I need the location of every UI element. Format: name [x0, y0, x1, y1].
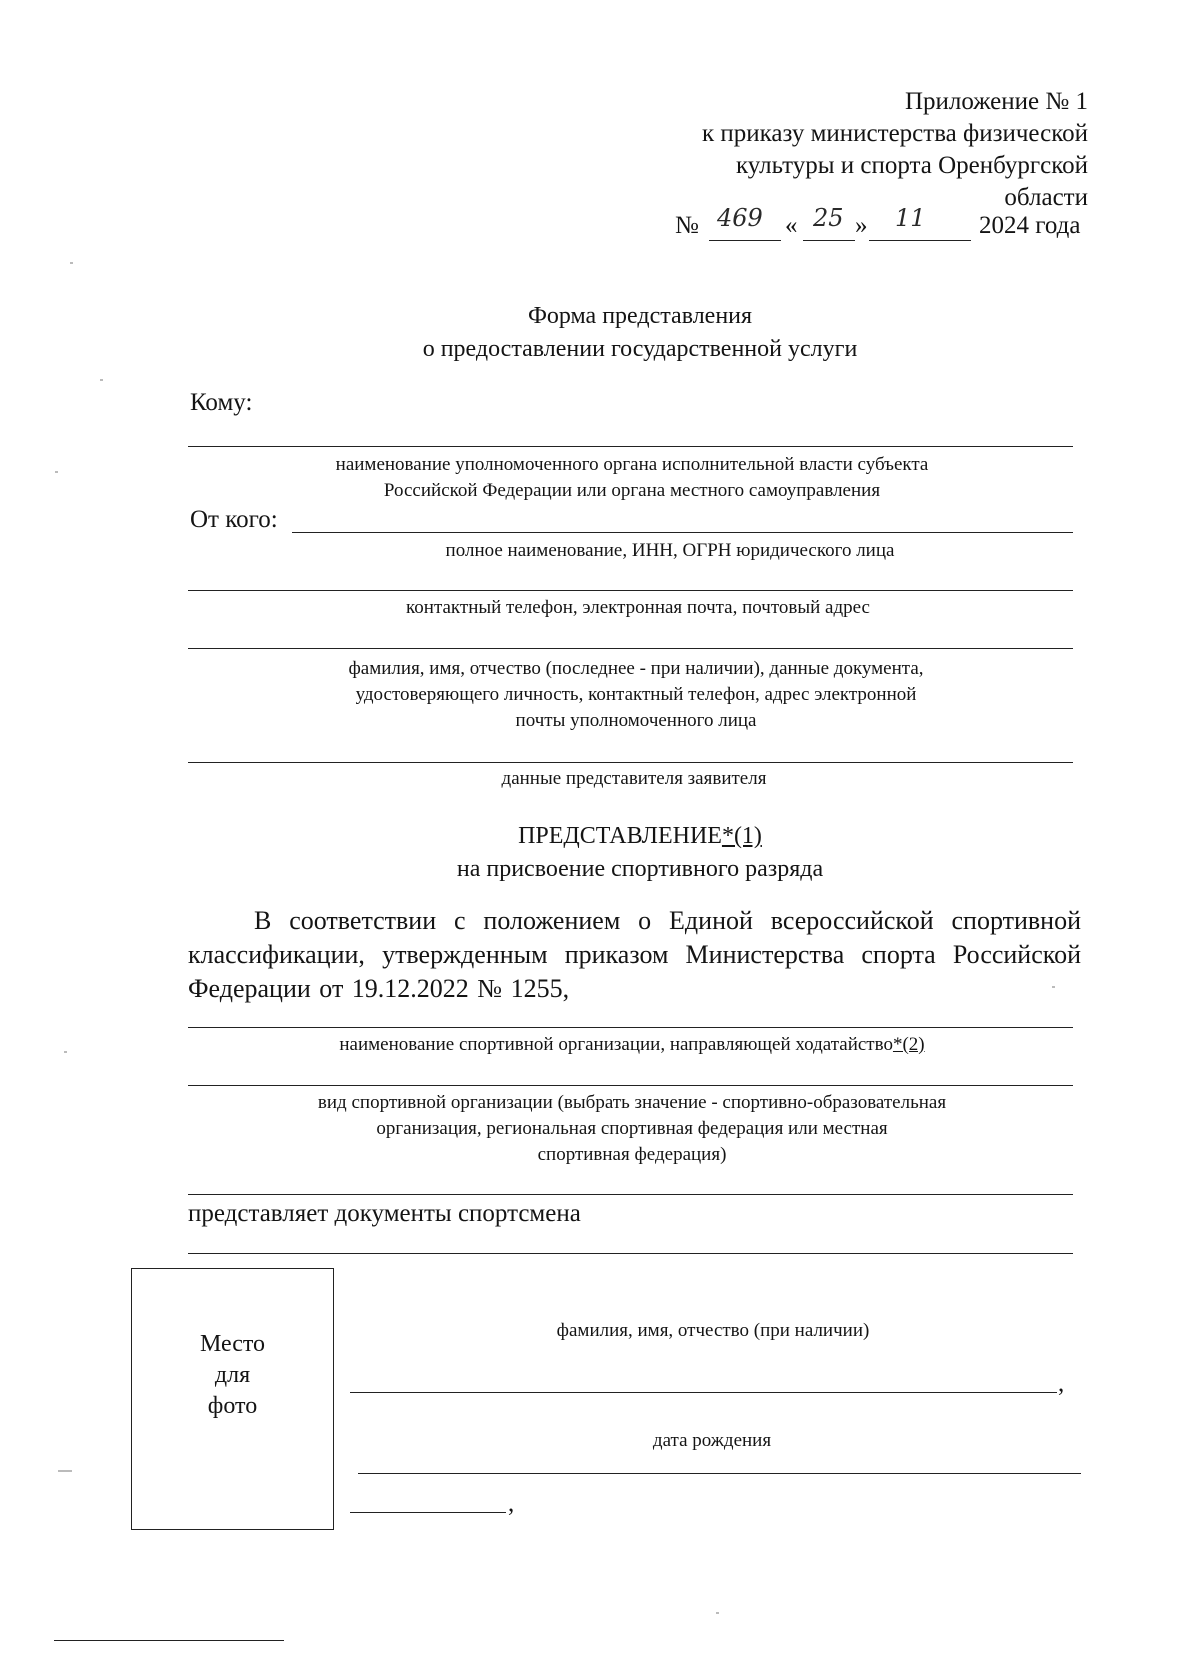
caption-org-type	[318, 1090, 946, 1168]
form-title	[300, 300, 980, 366]
header-order-line: к приказу министерства физической	[701, 120, 1088, 147]
header-region-line: области	[1004, 184, 1088, 211]
athlete-line	[188, 1253, 1073, 1254]
form-title-line2: о предоставлении государственной услуги	[422, 336, 858, 362]
photo-place-label	[132, 1329, 333, 1422]
caption-representative: данные представителя заявителя	[501, 768, 767, 789]
contacts-line	[188, 590, 1073, 591]
caption-org-type-line2: организация, региональная спортивная федерация или местная	[376, 1118, 888, 1139]
year-text: 2024 года	[979, 212, 1081, 239]
caption-authorized-person	[348, 656, 923, 734]
photo-place-line3: фото	[207, 1393, 258, 1419]
submission-title: ПРЕДСТАВЛЕНИЕ	[518, 823, 722, 849]
birthdate-line-2	[350, 1512, 506, 1513]
order-number-date-line	[675, 204, 1087, 246]
number-sign: №	[675, 212, 699, 239]
form-title-line1: Форма представления	[527, 303, 753, 329]
month-underline	[869, 240, 971, 241]
caption-contacts: контактный телефон, электронная почта, почтовый адрес	[406, 597, 870, 618]
header-ministry-line: культуры и спорта Оренбургской	[735, 152, 1088, 179]
caption-authority-line2: Российской Федерации или органа местного самоуправления	[383, 480, 881, 501]
to-label: Кому:	[190, 389, 253, 416]
footnote-separator	[54, 1640, 284, 1641]
order-number-handwritten: 469	[717, 204, 763, 232]
submission-title-line	[300, 820, 980, 853]
order-number-underline	[709, 240, 781, 241]
header-appendix: Приложение № 1	[904, 88, 1088, 115]
footnote-link-2[interactable]: *(2)	[892, 1034, 925, 1055]
org-type-bottom-line	[188, 1194, 1073, 1195]
submission-heading	[300, 820, 980, 886]
caption-legal-entity: полное наименование, ИНН, ОГРН юридического лица	[445, 540, 895, 561]
from-line	[292, 532, 1073, 533]
caption-authorized-person-line3: почты уполномоченного лица	[515, 710, 757, 731]
photo-place-line1: Место	[199, 1331, 266, 1357]
org-name-line	[188, 1027, 1073, 1028]
body-paragraph: В соответствии с положением о Единой всероссийской спортивной классификации, утвержденным приказом Министерства спорта Российской Федерации от 19.12.2022 № 1255,	[188, 906, 1081, 1003]
birthdate-comma: ,	[508, 1490, 515, 1517]
photo-place-line2: для	[214, 1362, 251, 1388]
footnote-link-1[interactable]: *(1)	[721, 823, 762, 849]
day-underline	[803, 240, 855, 241]
representative-line	[188, 762, 1073, 763]
scan-speck	[64, 1051, 67, 1053]
scan-speck	[100, 379, 103, 381]
presents-docs: представляет документы спортсмена	[188, 1200, 581, 1227]
authorized-person-line	[188, 648, 1073, 649]
caption-fullname: фамилия, имя, отчество (при наличии)	[556, 1320, 870, 1341]
caption-authority	[336, 452, 929, 504]
scan-speck	[70, 262, 73, 264]
caption-authorized-person-line2: удостоверяющего личность, контактный телефон, адрес электронной	[355, 684, 917, 705]
caption-org-type-line1: вид спортивной организации (выбрать значение - спортивно-образовательная	[317, 1092, 947, 1113]
month-handwritten: 11	[895, 204, 926, 232]
scan-speck	[58, 1470, 72, 1472]
photo-placeholder	[131, 1268, 334, 1530]
submission-subtitle: на присвоение спортивного разряда	[456, 856, 824, 882]
header-block	[702, 86, 1088, 214]
caption-org-name	[339, 1034, 924, 1056]
birthdate-line	[358, 1473, 1081, 1474]
from-label: От кого:	[190, 506, 278, 533]
fullname-comma: ,	[1058, 1370, 1065, 1397]
day-close-quote: »	[855, 212, 868, 239]
caption-org-type-line3: спортивная федерация)	[537, 1144, 727, 1165]
scan-speck	[716, 1612, 719, 1614]
org-type-line	[188, 1085, 1073, 1086]
caption-authority-line1: наименование уполномоченного органа исполнительной власти субъекта	[335, 454, 929, 475]
fullname-line	[350, 1392, 1057, 1393]
caption-birthdate: дата рождения	[652, 1430, 772, 1451]
caption-org-name-text: наименование спортивной организации, направляющей ходатайство	[339, 1034, 893, 1055]
scan-speck	[55, 471, 58, 473]
caption-authorized-person-line1: фамилия, имя, отчество (последнее - при наличии), данные документа,	[348, 658, 924, 679]
to-line	[188, 446, 1073, 447]
day-open-quote: «	[785, 212, 798, 239]
day-handwritten: 25	[813, 204, 844, 232]
